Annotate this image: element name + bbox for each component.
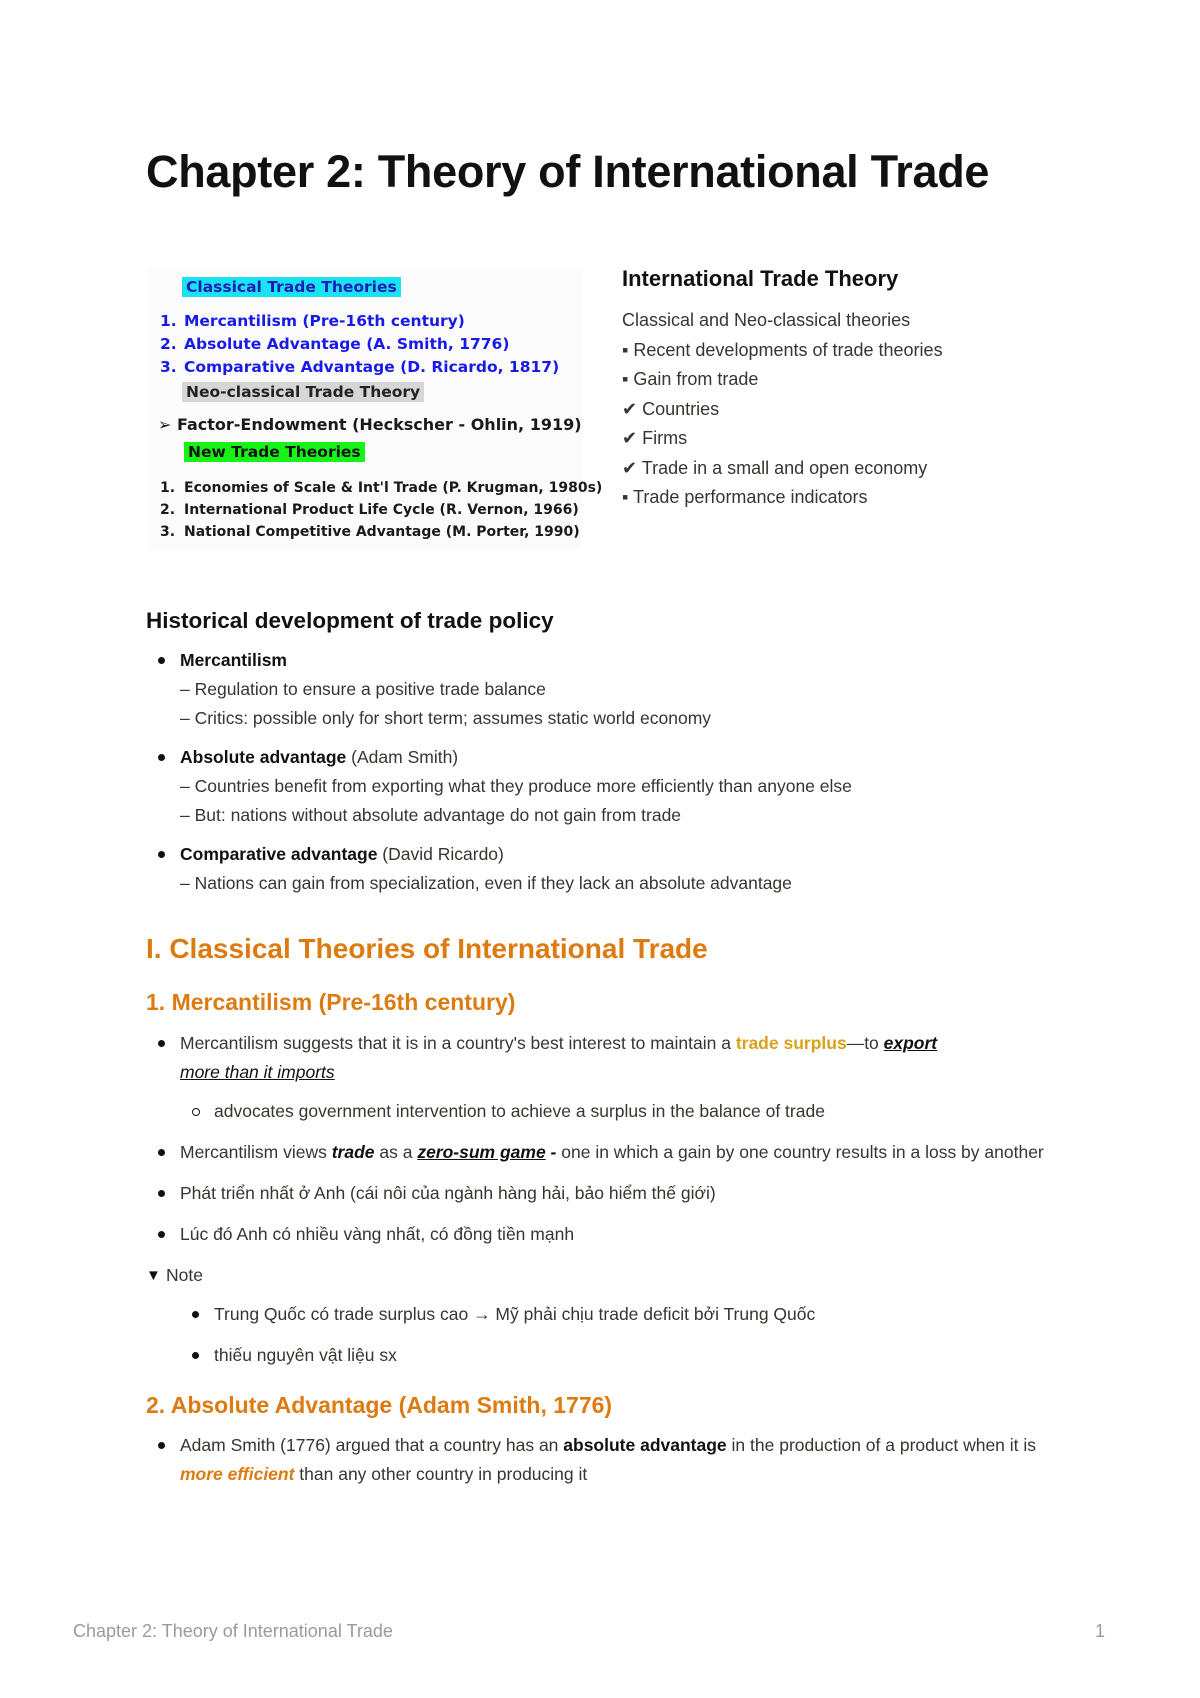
classical-heading: Classical Trade Theories (182, 277, 401, 297)
classical-theories-section (146, 933, 1066, 1489)
toggle-triangle-icon[interactable]: ▼ (146, 1267, 161, 1284)
new-trade-item: 1. Economies of Scale & Int'l Trade (P. Krugman, 1980s) (160, 480, 603, 496)
mercantilism-sub-bullet: advocates government intervention to achieve a surplus in the balance of trade (180, 1097, 1066, 1126)
neo-classical-heading: Neo-classical Trade Theory (182, 382, 424, 402)
absolute-advantage-heading: 2. Absolute Advantage (Adam Smith, 1776) (146, 1392, 613, 1418)
new-trade-item: 2. International Product Life Cycle (R. Vernon, 1966) (160, 502, 579, 518)
intl-theory-item: ▪ Trade performance indicators (622, 487, 868, 507)
classical-item: 1. Mercantilism (Pre-16th century) (160, 312, 465, 330)
mercantilism-heading: 1. Mercantilism (Pre-16th century) (146, 989, 516, 1015)
intl-theory-item: ✔ Trade in a small and open economy (622, 457, 928, 478)
intl-trade-theory-heading: International Trade Theory (622, 266, 899, 291)
policy-item-mercantilism: Mercantilism – Regulation to ensure a positive trade balance – Critics: possible only for short term; assumes static world economy (146, 646, 1066, 733)
new-trade-item: 3. National Competitive Advantage (M. Porter, 1990) (160, 524, 580, 540)
classical-item: 2. Absolute Advantage (A. Smith, 1776) (160, 335, 510, 353)
page-title: Chapter 2: Theory of International Trade (146, 146, 990, 197)
classical-item: 3. Comparative Advantage (D. Ricardo, 1817) (160, 358, 560, 376)
intl-trade-theory-block (622, 266, 1062, 513)
note-label: Note (166, 1265, 203, 1285)
new-trade-heading: New Trade Theories (184, 442, 365, 462)
intl-theory-item: ▪ Recent developments of trade theories (622, 339, 943, 360)
note-toggle[interactable] (146, 1261, 1066, 1290)
policy-item-absolute: Absolute advantage (Adam Smith) – Countries benefit from exporting what they produce more efficiently than anyone else – But: nations without absolute advantage do not gain from trade (146, 743, 1066, 830)
page-number: 1 (1094, 1621, 1105, 1641)
note-bullet: Trung Quốc có trade surplus cao → Mỹ phải chịu trade deficit bởi Trung Quốc (180, 1300, 1066, 1329)
neo-classical-item: ➢ Factor-Endowment (Heckscher - Ohlin, 1919) (158, 415, 582, 434)
mercantilism-bullet: Mercantilism suggests that it is in a country's best interest to maintain a trade surplus—to export more than it imports advocates government intervention to achieve a surplus in the balance of trade (146, 1029, 1066, 1126)
trade-policy-heading: Historical development of trade policy (146, 608, 554, 633)
mercantilism-bullet: Mercantilism views trade as a zero-sum game - one in which a gain by one country results in a loss by another (146, 1138, 1066, 1167)
trade-policy-section (146, 608, 1066, 898)
mercantilism-bullet: Phát triển nhất ở Anh (cái nôi của ngành hàng hải, bảo hiểm thế giới) (146, 1179, 1066, 1208)
section-heading: I. Classical Theories of International Trade (146, 933, 708, 964)
note-bullet: thiếu nguyên vật liệu sx (180, 1341, 1066, 1370)
policy-item-comparative: Comparative advantage (David Ricardo) – Nations can gain from specialization, even if they lack an absolute advantage (146, 840, 1066, 898)
intl-theory-item: ✔ Firms (622, 428, 688, 448)
absolute-advantage-bullet: Adam Smith (1776) argued that a country has an absolute advantage in the production of a product when it is more efficient than any other country in producing it (146, 1431, 1066, 1489)
intl-theory-item: ▪ Gain from trade (622, 369, 759, 389)
intl-theory-item: ✔ Countries (622, 398, 720, 419)
footer-title: Chapter 2: Theory of International Trade (73, 1621, 393, 1641)
mercantilism-bullet: Lúc đó Anh có nhiều vàng nhất, có đồng tiền mạnh (146, 1220, 1066, 1249)
intl-theory-item: Classical and Neo-classical theories (622, 310, 911, 330)
trade-theories-image (148, 268, 603, 550)
